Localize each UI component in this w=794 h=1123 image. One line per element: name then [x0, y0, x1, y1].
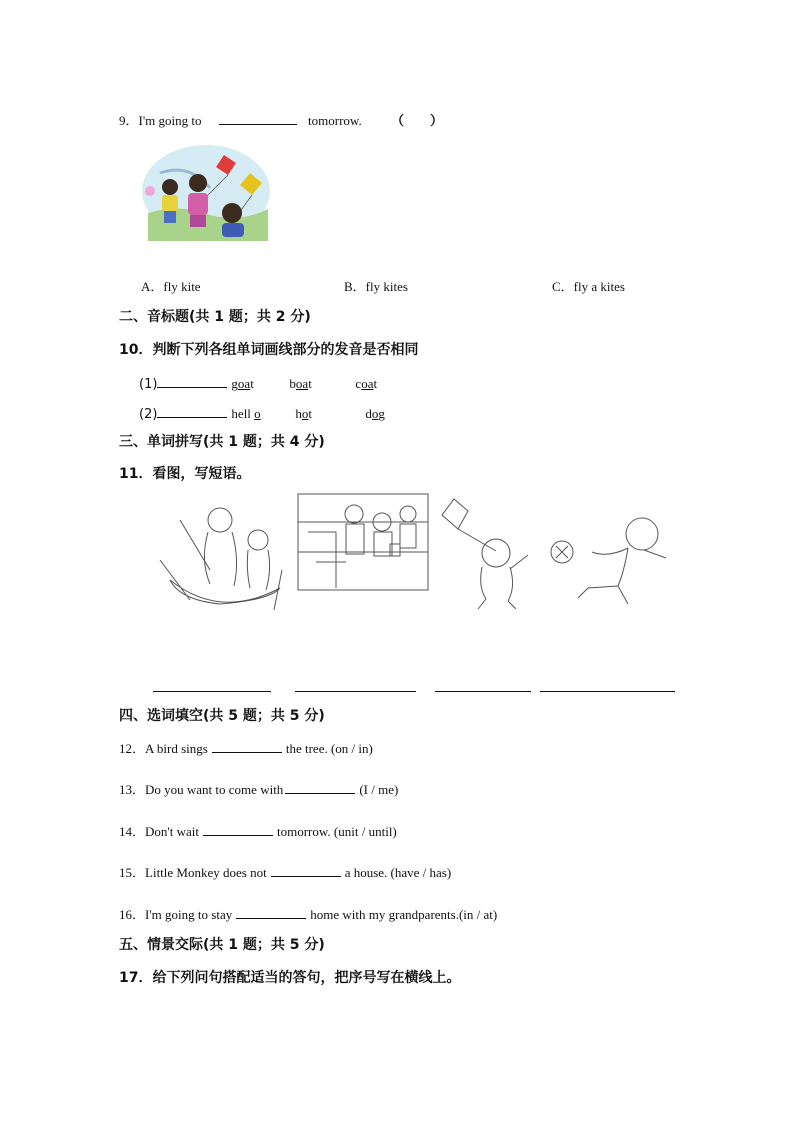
answer-blank[interactable]: [203, 823, 273, 836]
answer-blank[interactable]: [285, 781, 355, 794]
question-15: 15．Little Monkey does not a house. (have / has): [119, 865, 452, 880]
answer-blank[interactable]: [236, 906, 306, 919]
answer-bracket[interactable]: （ ）: [390, 114, 443, 129]
answer-line-4[interactable]: [540, 691, 675, 692]
q10-row-1: (1) goat boat coat: [139, 376, 378, 392]
section-heading-3: 三、单词拼写(共 1 题；共 4 分): [119, 434, 325, 450]
rowing-boat-picture: [150, 500, 290, 620]
question-17: 17．给下列问句搭配适当的答句，把序号写在横线上。: [119, 970, 461, 986]
question-10: 10．判断下列各组单词画线部分的发音是否相同: [119, 342, 419, 358]
answer-blank[interactable]: [212, 740, 282, 753]
question-14: 14．Don't wait tomorrow. (unit / until): [119, 824, 397, 839]
answer-blank[interactable]: [157, 405, 227, 418]
answer-line-3[interactable]: [435, 691, 531, 692]
question-12: 12．A bird sings the tree. (on / in): [119, 741, 373, 756]
question-13: 13．Do you want to come with (I / me): [119, 782, 399, 797]
cinema-audience-picture: [296, 492, 430, 592]
question-16: 16．I'm going to stay home with my grandparents.(in / at): [119, 907, 498, 922]
child-flying-kite-picture: [436, 495, 544, 613]
boy-playing-football-picture: [548, 508, 678, 608]
answer-blank[interactable]: [157, 375, 227, 388]
section-heading-2: 二、音标题(共 1 题；共 2 分): [119, 309, 311, 325]
q10-row-2: (2) hell o hot dog: [139, 406, 385, 422]
question-11: 11．看图，写短语。: [119, 466, 251, 482]
option-a[interactable]: A．fly kite: [141, 279, 201, 294]
answer-blank[interactable]: [219, 112, 297, 125]
option-b[interactable]: B．fly kites: [344, 279, 408, 294]
section-heading-5: 五、情景交际(共 1 题；共 5 分): [119, 937, 325, 953]
section-heading-4: 四、选词填空(共 5 题；共 5 分): [119, 708, 325, 724]
option-c[interactable]: C．fly a kites: [552, 279, 625, 294]
answer-line-2[interactable]: [295, 691, 416, 692]
answer-blank[interactable]: [271, 864, 341, 877]
answer-line-1[interactable]: [153, 691, 271, 692]
question-9: 9．I'm going to tomorrow. （ ）: [119, 113, 443, 129]
kids-flying-kites-picture: [140, 143, 272, 241]
